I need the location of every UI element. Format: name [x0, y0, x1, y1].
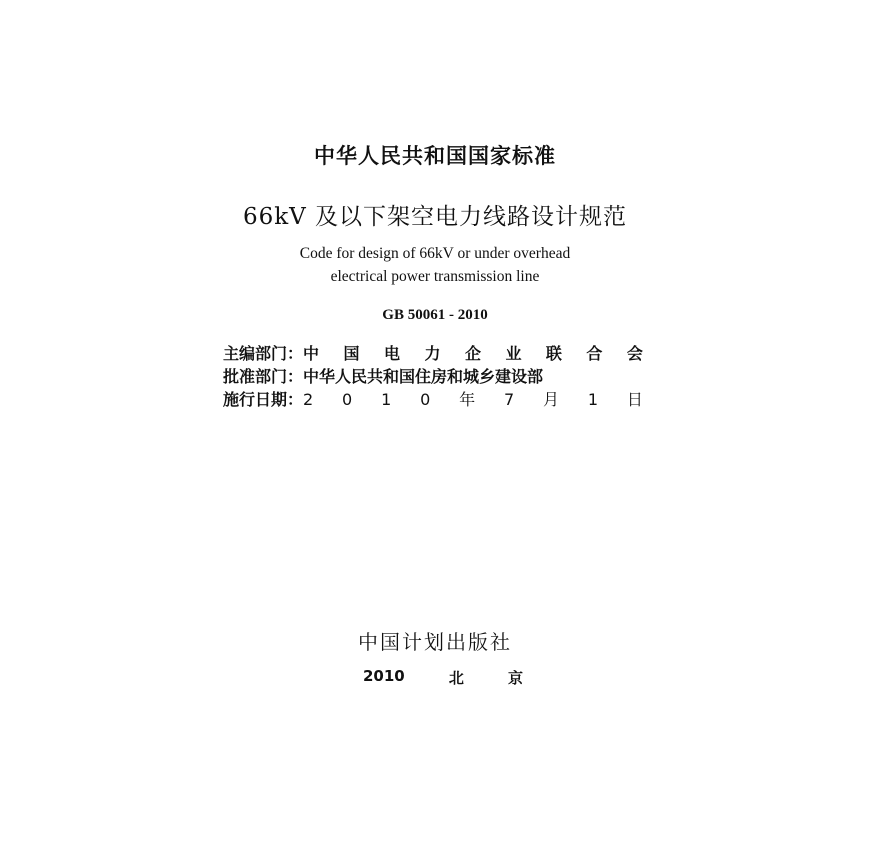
publication-line [363, 667, 523, 688]
national-standard-heading: 中华人民共和国国家标准 [314, 144, 556, 168]
date-char: 0 [420, 390, 431, 409]
approver-label: 批准部门： [223, 367, 304, 386]
editor-value [303, 342, 663, 365]
approver-row [223, 365, 663, 388]
editor-row [223, 342, 663, 365]
effective-date-label: 施行日期： [223, 390, 304, 409]
date-char: 年 [459, 390, 476, 409]
english-title-line-1: Code for design of 66kV or under overhead [299, 245, 571, 262]
effective-date-row [223, 388, 663, 411]
publication-city-char-1: 北 [448, 669, 464, 687]
metadata-block [223, 342, 663, 411]
date-char: 日 [626, 390, 643, 409]
date-char: 0 [342, 390, 353, 409]
date-char: 月 [543, 390, 560, 409]
publisher-name: 中国计划出版社 [358, 630, 512, 654]
standard-code: GB 50061 - 2010 [382, 307, 488, 323]
editor-char: 业 [505, 344, 522, 363]
effective-date-value [303, 388, 663, 411]
publication-city-char-2: 京 [507, 669, 523, 687]
english-title-line-2: electrical power transmission line [330, 268, 540, 285]
date-char: 7 [504, 390, 515, 409]
editor-char: 企 [464, 344, 481, 363]
editor-char: 会 [626, 344, 643, 363]
date-char: 2 [303, 390, 314, 409]
editor-char: 国 [343, 344, 360, 363]
editor-char: 联 [545, 344, 562, 363]
editor-char: 力 [424, 344, 441, 363]
editor-char: 合 [586, 344, 603, 363]
editor-label: 主编部门： [223, 344, 304, 363]
editor-char: 电 [383, 344, 400, 363]
date-char: 1 [587, 390, 599, 409]
editor-char: 中 [303, 344, 320, 363]
date-char: 1 [381, 390, 392, 409]
publication-year: 2010 [363, 667, 405, 685]
approver-value: 中华人民共和国住房和城乡建设部 [303, 367, 544, 386]
chinese-title: 66kV 及以下架空电力线路设计规范 [242, 204, 628, 230]
